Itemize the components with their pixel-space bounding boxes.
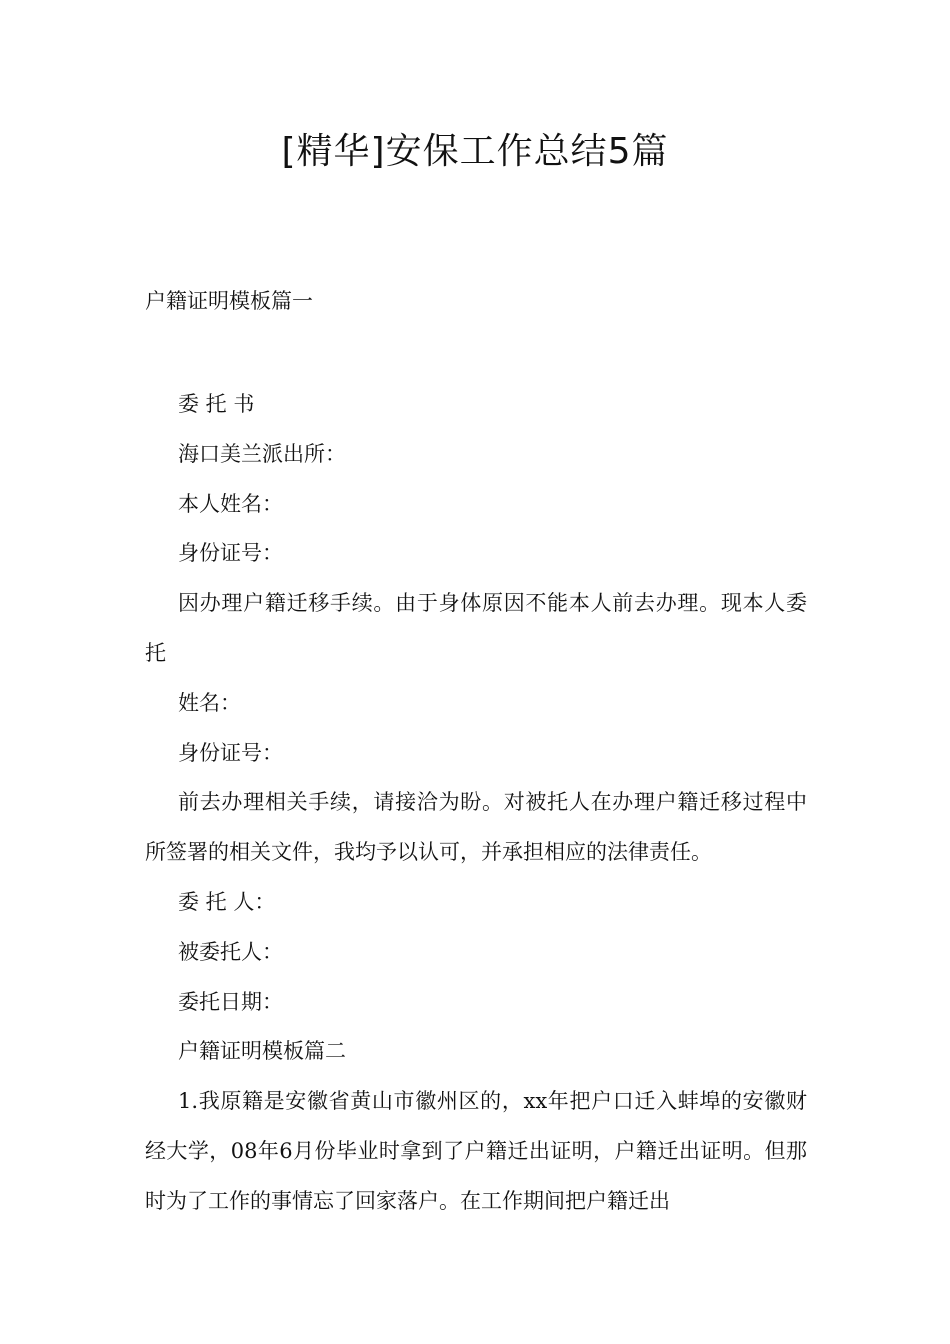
paragraph-agent-id: 身份证号： <box>178 740 283 765</box>
document-title: [精华]安保工作总结5篇 <box>281 131 669 172</box>
paragraph-own-name: 本人姓名： <box>178 491 283 516</box>
paragraph-addressee: 海口美兰派出所： <box>178 441 346 466</box>
section-heading-one: 户籍证明模板篇一 <box>145 289 313 313</box>
paragraph-principal: 委 托 人： <box>178 889 276 914</box>
paragraph-agent: 被委托人： <box>178 939 283 964</box>
paragraph-own-id: 身份证号： <box>178 541 283 566</box>
section-heading-two: 户籍证明模板篇二 <box>178 1039 346 1064</box>
paragraph-responsibility: 前去办理相关手续，请接洽为盼。对被托人在办理户籍迁移过程中所签署的相关文件，我均予以认可，并承担相应的法律责任。 <box>145 790 807 865</box>
paragraph-authorization-title: 委 托 书 <box>178 392 255 416</box>
paragraph-agent-name: 姓名： <box>178 690 241 715</box>
paragraph-reason: 因办理户籍迁移手续。由于身体原因不能本人前去办理。现本人委托 <box>145 591 807 665</box>
document-body <box>145 380 807 1227</box>
paragraph-case-one: 1.我原籍是安徽省黄山市徽州区的，xx年把户口迁入蚌埠的安徽财经大学，08年6月份毕业时拿到了户籍迁出证明，户籍迁出证明。但那时为了工作的事情忘了回家落户。在工作期间把户籍迁出 <box>145 1089 807 1213</box>
paragraph-date: 委托日期： <box>178 989 283 1014</box>
